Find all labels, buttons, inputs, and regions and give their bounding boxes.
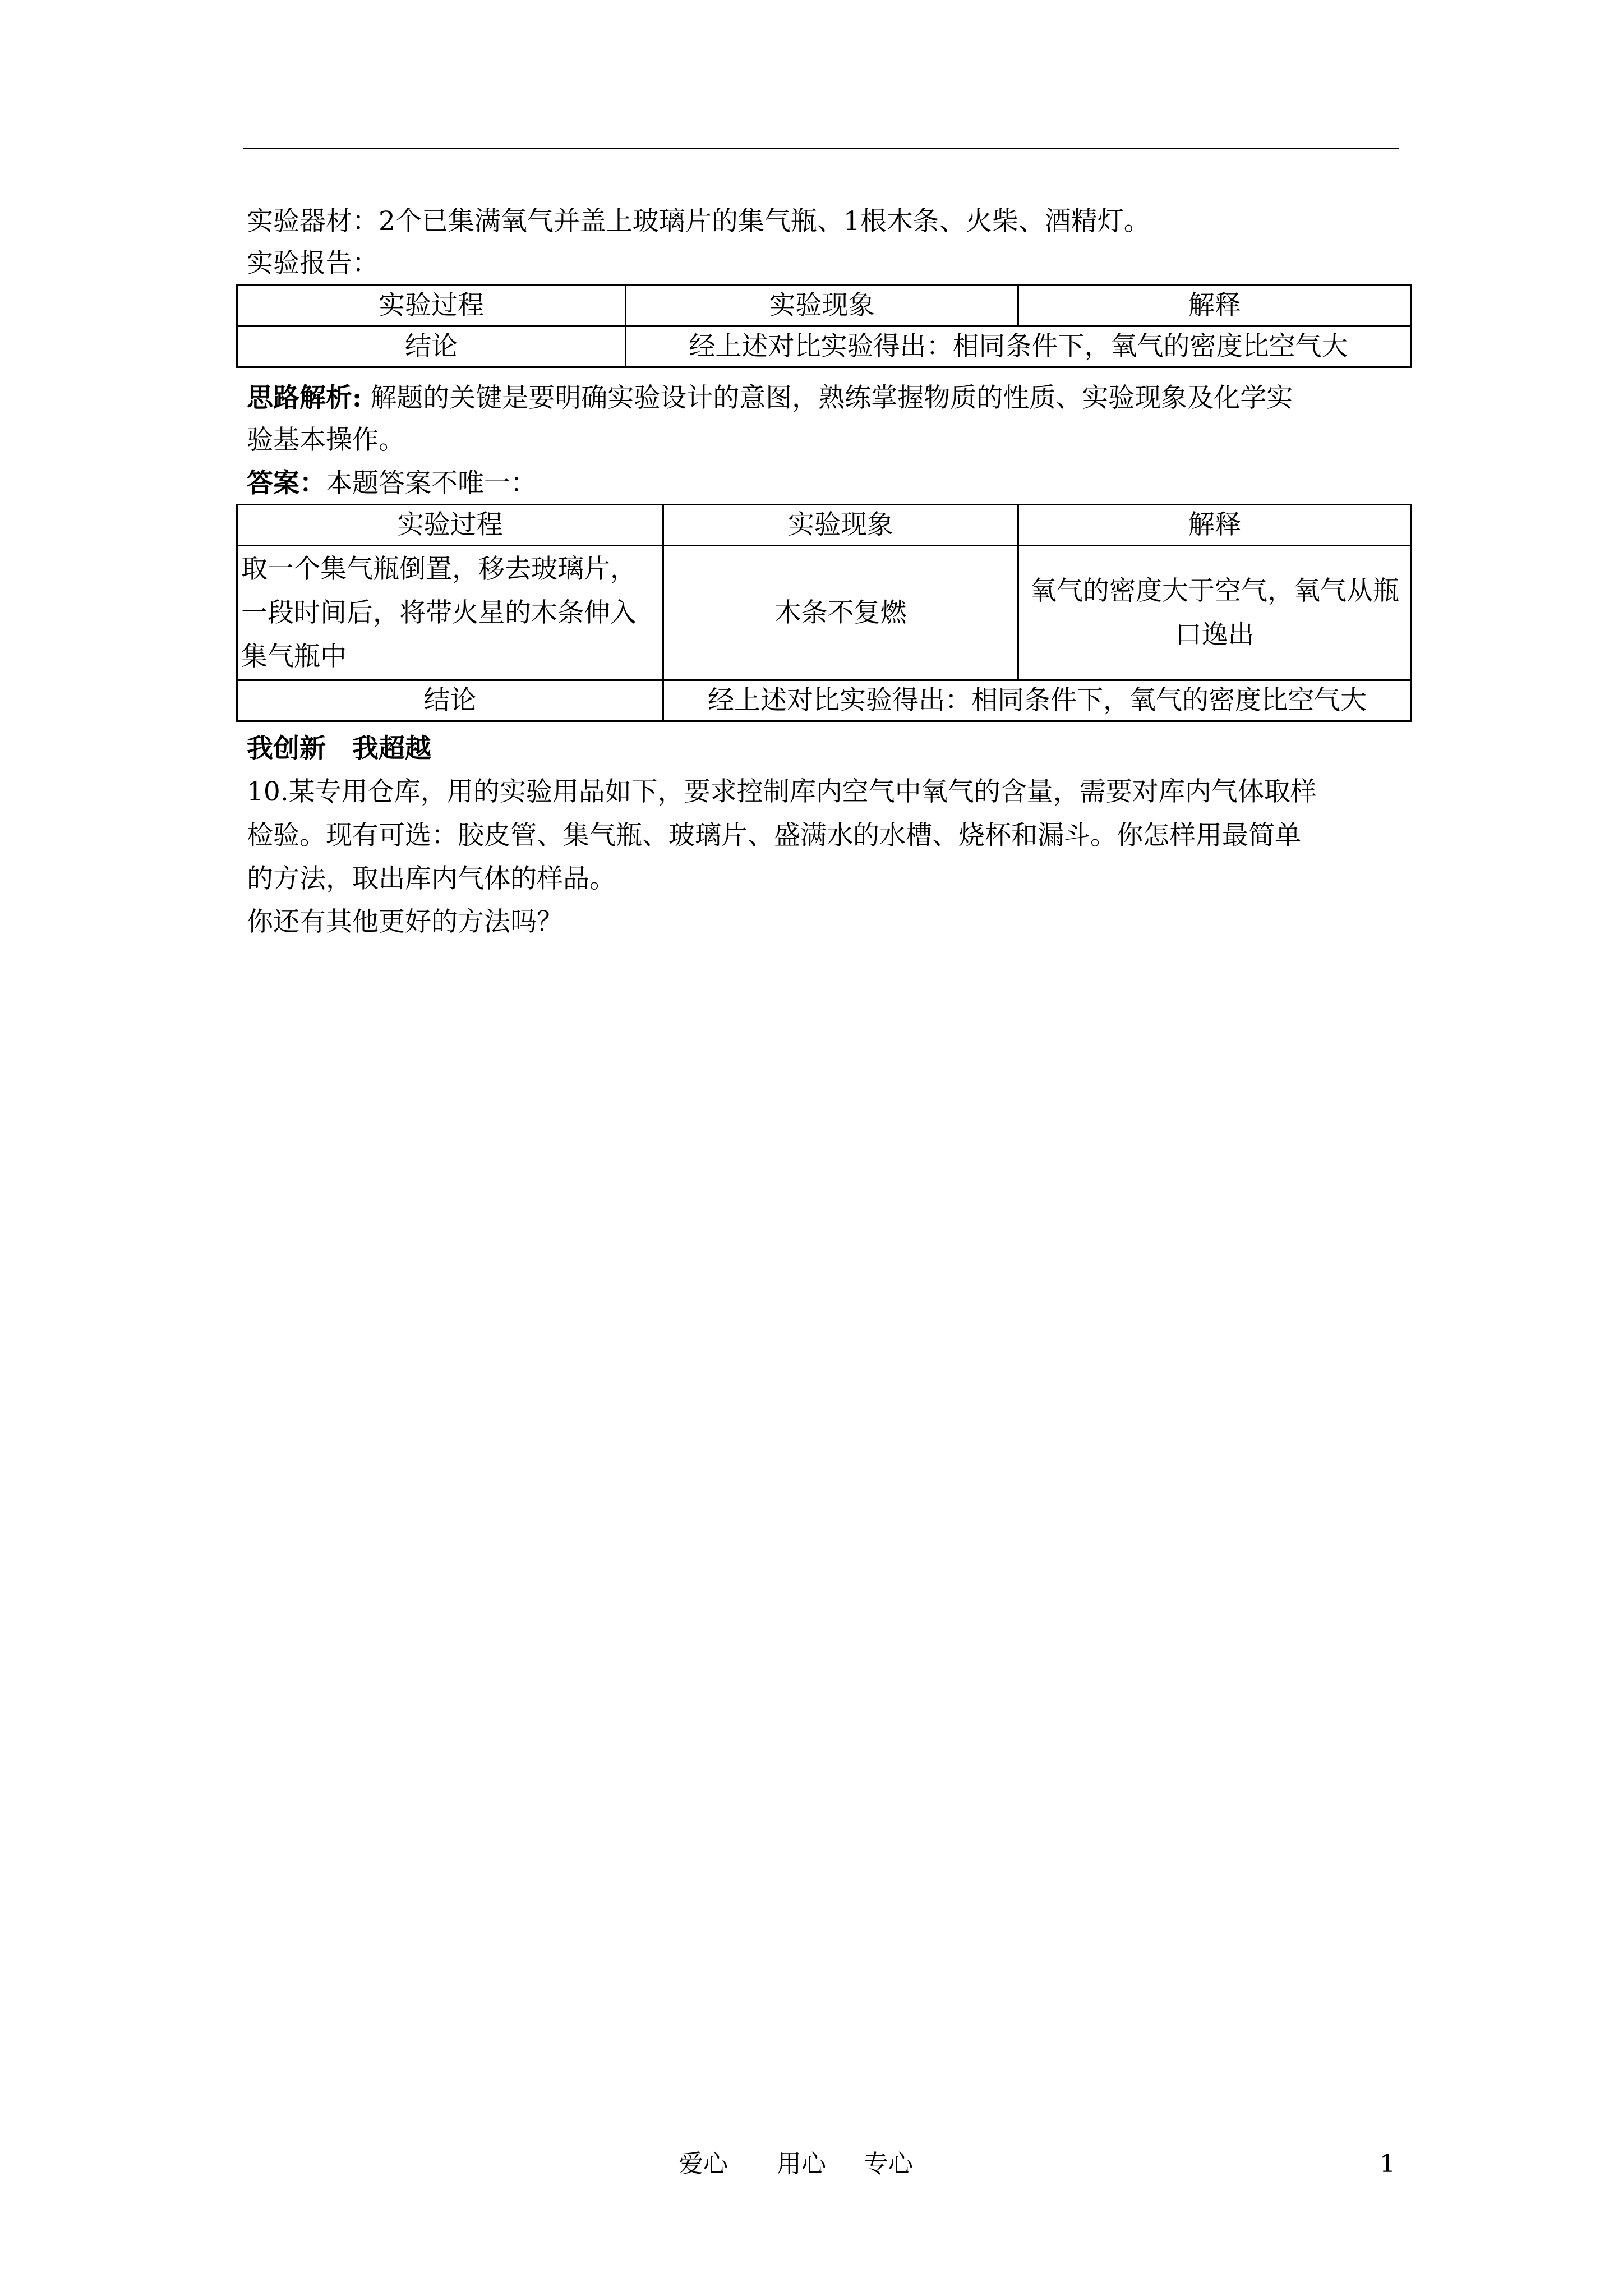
header-procedure: 实验过程	[237, 505, 663, 546]
materials-text: 实验器材：2个已集满氧气并盖上玻璃片的集气瓶、1根木条、火柴、酒精灯。	[247, 206, 1150, 237]
footer-motto-1: 爱心	[679, 2150, 728, 2178]
conclusion-text: 经上述对比实验得出：相同条件下，氧气的密度比空气大	[663, 680, 1412, 721]
footer-motto-2: 用心	[777, 2150, 826, 2178]
procedure-cell: 取一个集气瓶倒置，移去玻璃片，一段时间后，将带火星的木条伸入集气瓶中	[237, 546, 663, 680]
report-label: 实验报告：	[247, 248, 379, 279]
header-phenomenon: 实验现象	[663, 505, 1018, 546]
section-heading: 我创新 我超越	[247, 733, 431, 764]
analysis-line1	[247, 376, 1293, 421]
header-rule	[243, 148, 1399, 149]
question-line3: 的方法，取出库内气体的样品。	[247, 863, 616, 894]
header-phenomenon: 实验现象	[626, 286, 1018, 326]
explanation-cell: 氧气的密度大于空气，氧气从瓶口逸出	[1018, 546, 1412, 680]
analysis-label: 思路解析	[247, 383, 352, 413]
analysis-colon: :	[352, 383, 362, 413]
answer-table	[236, 504, 1412, 722]
table-header-row	[237, 505, 1412, 546]
answer-line	[247, 461, 537, 506]
footer-motto-3: 专心	[864, 2150, 913, 2178]
page-number: 1	[1380, 2150, 1395, 2178]
answer-text: 本题答案不唯一：	[326, 468, 537, 499]
table-header-row	[237, 286, 1412, 326]
conclusion-text: 经上述对比实验得出：相同条件下，氧气的密度比空气大	[626, 326, 1412, 367]
analysis-text1: 解题的关键是要明确实验设计的意图，熟练掌握物质的性质、实验现象及化学实	[370, 383, 1293, 413]
report-table	[236, 284, 1412, 368]
header-procedure: 实验过程	[237, 286, 626, 326]
question-line4: 你还有其他更好的方法吗？	[247, 907, 563, 937]
phenomenon-cell: 木条不复燃	[663, 546, 1018, 680]
conclusion-label: 结论	[237, 680, 663, 721]
table-row	[237, 680, 1412, 721]
question-line2: 检验。现有可选：胶皮管、集气瓶、玻璃片、盛满水的水槽、烧杯和漏斗。你怎样用最简单	[247, 820, 1301, 851]
header-explanation: 解释	[1018, 286, 1412, 326]
header-explanation: 解释	[1018, 505, 1412, 546]
table-row	[237, 326, 1412, 367]
table-row	[237, 546, 1412, 680]
analysis-line2: 验基本操作。	[247, 425, 405, 455]
question-line1: 10.某专用仓库，用的实验用品如下，要求控制库内空气中氧气的含量，需要对库内气体取样	[247, 776, 1317, 807]
conclusion-label: 结论	[237, 326, 626, 367]
answer-label: 答案：	[247, 468, 326, 499]
